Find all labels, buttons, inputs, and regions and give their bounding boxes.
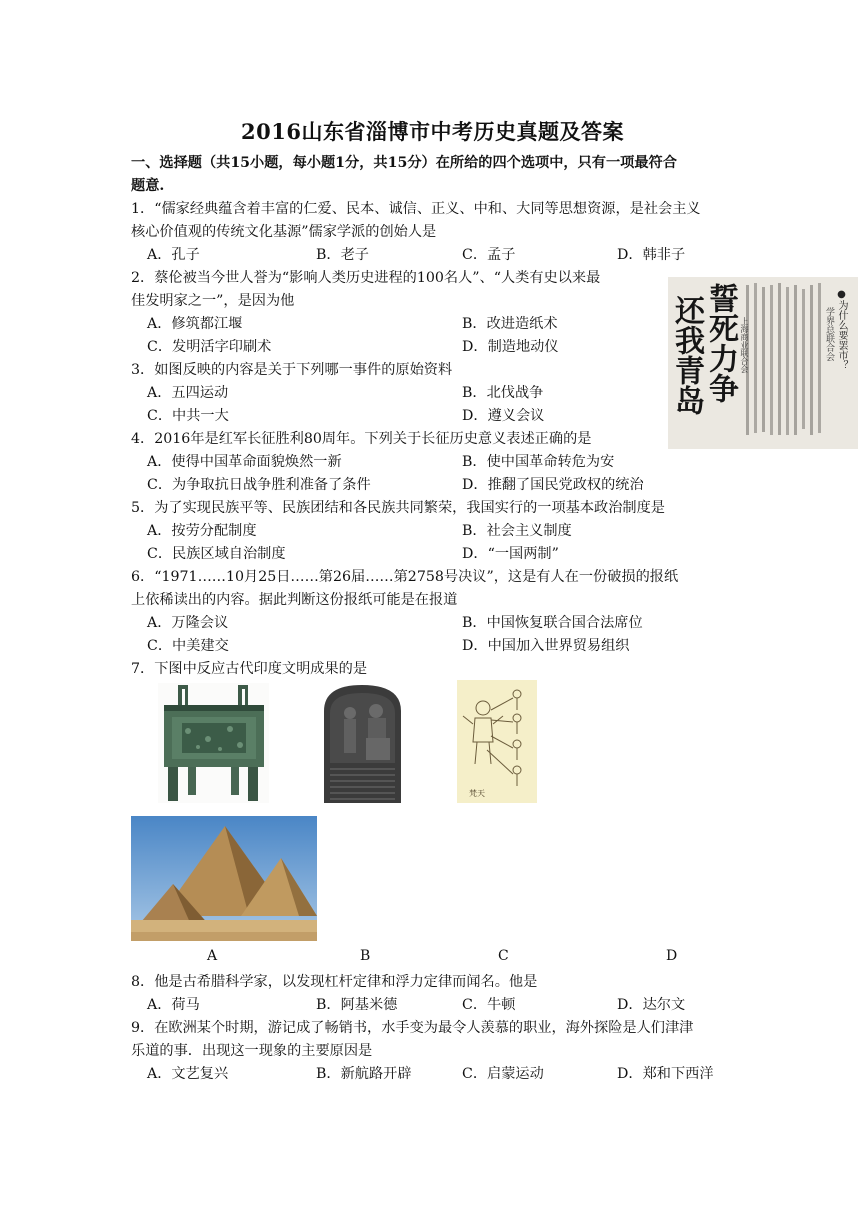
q2-option-b: B．改进造纸术 [462,316,558,332]
newspaper-small-text-1: 学界总联合会 [824,307,834,361]
q6-option-b: B．中国恢复联合国合法席位 [462,615,643,631]
brahma-image [457,680,537,803]
q7-label-d: D [666,948,678,964]
q3-stem-line1: 3．如图反映的内容是关于下列哪一事件的原始资料 [131,362,453,378]
q4-option-c: C．为争取抗日战争胜利准备了条件 [147,477,371,493]
q6-option-d: D．中国加入世界贸易组织 [462,638,630,654]
q2-option-c: C．发明活字印刷术 [147,339,272,355]
q6-stem-line1: 6．“1971……10月25日……第26届……第2758号决议”，这是有人在一份破损的报纸 [131,569,679,585]
q1-option-c: C．孟子 [462,247,516,263]
q7-stem-line1: 7．下图中反应古代印度文明成果的是 [131,661,368,677]
page-title: 2016山东省淄博市中考历史真题及答案 [241,119,624,144]
q8-option-a: A．荷马 [147,997,200,1013]
q9-stem-line1: 9．在欧洲某个时期，游记成了畅销书，水手变为最令人羡慕的职业，海外探险是人们津津 [131,1020,694,1036]
q3-option-d: D．遵义会议 [462,408,545,424]
q6-stem-line2: 上依稀读出的内容。据此判断这份报纸可能是在报道 [131,592,458,608]
section-heading-line1: 一、选择题（共15小题，每小题1分，共15分）在所给的四个选项中，只有一项最符合 [131,155,677,171]
newspaper-subhead: ●为什么要罢市？ [836,289,847,370]
q8-option-b: B．阿基米德 [316,997,398,1013]
q1-stem-line2: 核心价值观的传统文化基源”儒家学派的创始人是 [131,224,437,240]
q9-option-d: D．郑和下西洋 [617,1066,714,1082]
q5-stem-line1: 5．为了实现民族平等、民族团结和各民族共同繁荣，我国实行的一项基本政治制度是 [131,500,665,516]
q4-stem-line1: 4．2016年是红军长征胜利80周年。下列关于长征历史意义表述正确的是 [131,431,592,447]
q5-option-a: A．按劳分配制度 [147,523,257,539]
stele-drawing [320,683,405,803]
brahma-drawing [457,680,537,803]
pyramids-drawing [131,816,317,941]
q8-stem-line1: 8．他是古希腊科学家，以发现杠杆定律和浮力定律而闻名。他是 [131,974,538,990]
q2-option-a: A．修筑都江堰 [147,316,243,332]
q8-option-c: C．牛顿 [462,997,516,1013]
q5-option-b: B．社会主义制度 [462,523,572,539]
pyramids-image [131,816,317,941]
q4-option-d: D．推翻了国民党政权的统治 [462,477,644,493]
q2-stem-line2: 佳发明家之一”，是因为他 [131,293,295,309]
q1-stem-line1: 1．“儒家经典蕴含着丰富的仁爱、民本、诚信、正义、中和、大同等思想资源，是社会主义 [131,201,701,217]
q9-option-c: C．启蒙运动 [462,1066,544,1082]
q5-option-c: C．民族区域自治制度 [147,546,286,562]
newspaper-headline-1: 誓死力争 [703,283,738,403]
q3-option-a: A．五四运动 [147,385,229,401]
section-heading-line2: 题意. [131,178,165,194]
q8-option-d: D．达尔文 [617,997,686,1013]
newspaper-headline-2: 还我青岛 [669,295,704,415]
q7-label-c: C [498,948,509,964]
bronze-ding-drawing [158,683,269,803]
q9-option-b: B．新航路开辟 [316,1066,412,1082]
q1-option-a: A．孔子 [147,247,200,263]
q6-option-a: A．万隆会议 [147,615,229,631]
newspaper-image [668,277,858,449]
brahma-caption: 梵天 [469,789,485,798]
q9-stem-line2: 乐道的事．出现这一现象的主要原因是 [131,1043,373,1059]
q7-label-b: B [360,948,371,964]
q3-option-b: B．北伐战争 [462,385,544,401]
q5-option-d: D．“一国两制” [462,546,559,562]
newspaper-small-text-2: 上海商业联合会 [740,317,749,373]
stele-image [320,683,405,803]
q1-option-b: B．老子 [316,247,369,263]
q6-option-c: C．中美建交 [147,638,229,654]
q9-option-a: A．文艺复兴 [147,1066,229,1082]
q4-option-a: A．使得中国革命面貌焕然一新 [147,454,342,470]
q7-label-a: A [207,948,218,964]
q1-option-d: D．韩非子 [617,247,686,263]
q2-stem-line1: 2．蔡伦被当今世人誉为“影响人类历史进程的100名人”、“人类有史以来最 [131,270,601,286]
bronze-ding-image [158,683,269,803]
q3-option-c: C．中共一大 [147,408,229,424]
q4-option-b: B．使中国革命转危为安 [462,454,615,470]
q2-option-d: D．制造地动仪 [462,339,559,355]
